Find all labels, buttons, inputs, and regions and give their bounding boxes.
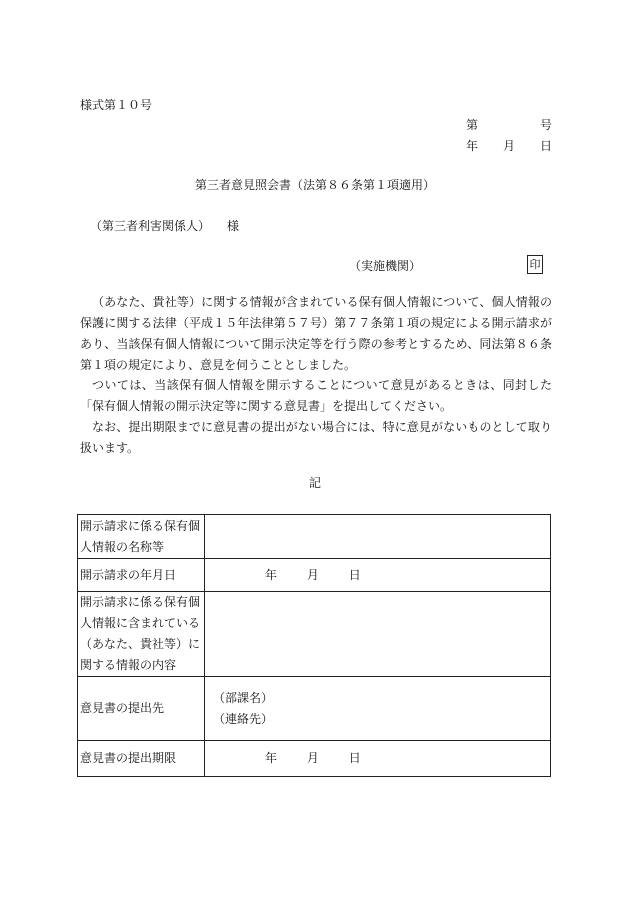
- recipient-honorific: 様: [227, 219, 240, 233]
- table-value-record-name: [205, 515, 551, 559]
- sender-label: （実施機関）: [349, 259, 422, 273]
- destination-department: （部課名）: [213, 690, 274, 705]
- body-paragraph-2: ついては、当該保有個人情報を開示することについて意見があるときは、同封した「保有個人情報の開示決定等に関する意見書」を提出してください。: [80, 378, 552, 413]
- table-value-request-date: [205, 559, 551, 592]
- document-number-suffix: 号: [540, 118, 553, 132]
- table-label-submission-deadline: 意見書の提出期限: [78, 741, 205, 777]
- date-day-label: 日: [540, 139, 553, 153]
- deadline-month: 月: [306, 751, 319, 766]
- table-row: [78, 592, 551, 677]
- table-value-submission-deadline: [205, 741, 551, 777]
- body-paragraph-3: なお、提出期限までに意見書の提出がない場合には、特に意見がないものとして取り扱います。: [80, 420, 552, 455]
- date-month-label: 月: [503, 139, 516, 153]
- table-label-record-name: 開示請求に係る保有個人情報の名称等: [78, 515, 205, 559]
- table-row: [78, 515, 551, 559]
- table-row: [78, 677, 551, 741]
- deadline-year: 年: [265, 751, 278, 766]
- ki-heading: 記: [309, 476, 322, 490]
- document-title: 第三者意見照会書（法第８６条第１項適用）: [195, 178, 436, 192]
- document-number-label: 第: [466, 118, 479, 132]
- request-date-month: 月: [306, 567, 319, 582]
- table-label-submission-destination: 意見書の提出先: [78, 677, 205, 741]
- table-value-info-content: [205, 592, 551, 677]
- table-row: [78, 559, 551, 592]
- request-date-year: 年: [265, 567, 278, 582]
- table-value-submission-destination: [205, 677, 551, 741]
- body-paragraph-1: （あなた、貴社等）に関する情報が含まれている保有個人情報について、個人情報の保護に関する法律（平成１５年法律第５７号）第７７条第１項の規定による開示請求があり、当該保有個人情報について開示決定等を行う際の参考とするため、同法第８６条第１項の規定により、意見を伺うこととしました。: [80, 295, 552, 372]
- destination-contact: （連絡先）: [213, 711, 274, 726]
- table-label-info-content: 開示請求に係る保有個人情報に含まれている（あなた、貴社等）に関する情報の内容: [78, 592, 205, 677]
- form-number: 様式第１０号: [80, 98, 153, 112]
- date-year-label: 年: [466, 139, 479, 153]
- recipient-label: （第三者利害関係人）: [90, 219, 211, 233]
- deadline-day: 日: [348, 751, 361, 766]
- request-date-day: 日: [348, 567, 361, 582]
- table-label-request-date: 開示請求の年月日: [78, 559, 205, 592]
- seal-stamp: 印: [527, 255, 543, 274]
- information-table: [77, 514, 551, 777]
- table-row: [78, 741, 551, 777]
